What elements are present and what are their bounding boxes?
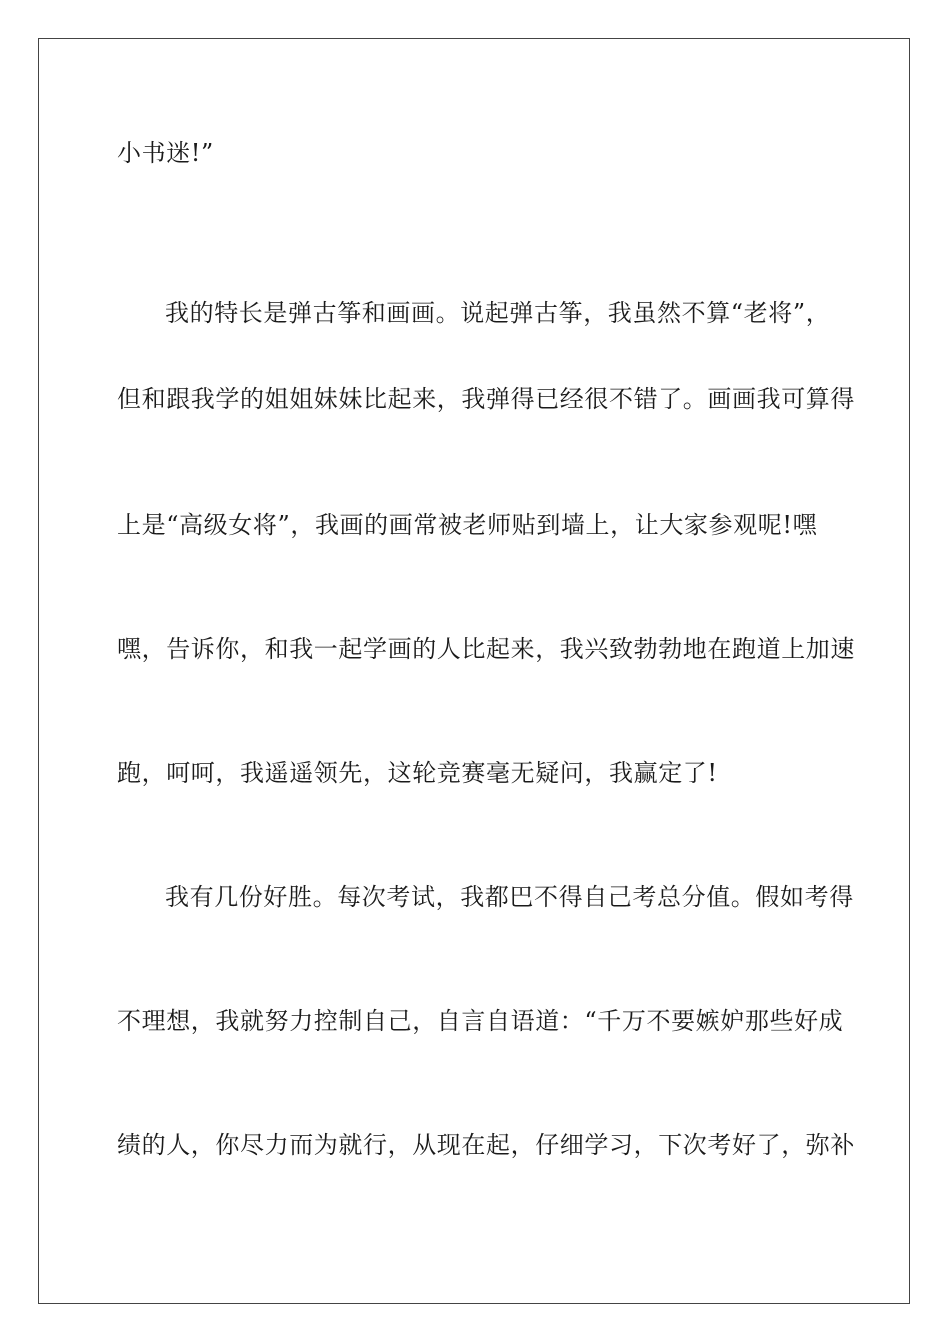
paragraph-start-line: 我的特长是弹古筝和画画。说起弹古筝，我虽然不算“老将”， <box>165 299 831 327</box>
paragraph-start-line: 我有几份好胜。每次考试，我都巴不得自己考总分值。假如考得 <box>165 883 854 911</box>
text-line: 但和跟我学的姐姐妹妹比起来，我弹得已经很不错了。画画我可算得 <box>117 385 855 413</box>
text-line: 嘿，告诉你，和我一起学画的人比起来，我兴致勃勃地在跑道上加速 <box>117 635 855 663</box>
text-line: 上是“高级女将”，我画的画常被老师贴到墙上，让大家参观呢!嘿 <box>117 511 818 539</box>
text-line: 跑，呵呵，我遥遥领先，这轮竞赛毫无疑问，我赢定了! <box>117 759 718 787</box>
document-page <box>38 38 910 1304</box>
text-line: 绩的人，你尽力而为就行，从现在起，仔细学习，下次考好了，弥补 <box>117 1131 855 1159</box>
text-line: 小书迷!” <box>117 139 214 167</box>
text-line: 不理想，我就努力控制自己，自言自语道：“千万不要嫉妒那些好成 <box>117 1007 844 1035</box>
